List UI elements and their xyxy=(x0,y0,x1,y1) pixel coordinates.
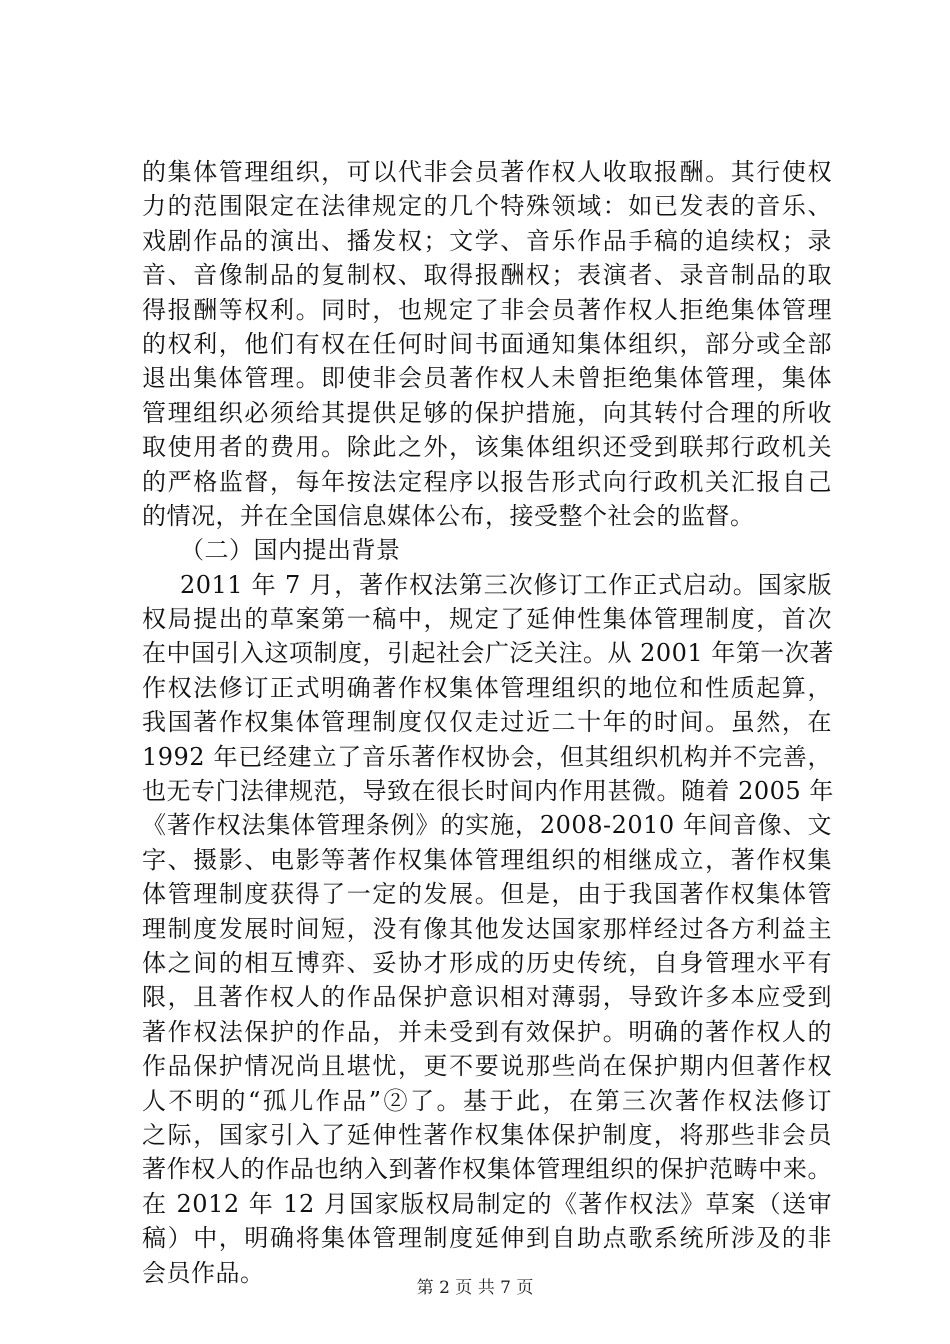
text-line: 我国著作权集体管理制度仅仅走过近二十年的时间。虽然，在 xyxy=(142,708,832,737)
page-number: 第 2 页 共 7 页 xyxy=(416,1278,534,1298)
text-line: 字、摄影、电影等著作权集体管理组织的相继成立，著作权集 xyxy=(142,845,832,874)
text-line: 体之间的相互博弈、妥协才形成的历史传统，自身管理水平有 xyxy=(142,948,832,977)
text-line: 在 2012 年 12 月国家版权局制定的《著作权法》草案（送审 xyxy=(142,1189,832,1218)
text-line: 得报酬等权利。同时，也规定了非会员著作权人拒绝集体管理 xyxy=(142,295,832,324)
text-line: 之际，国家引入了延伸性著作权集体保护制度，将那些非会员 xyxy=(142,1120,832,1149)
text-line: 稿）中，明确将集体管理制度延伸到自助点歌系统所涉及的非 xyxy=(142,1224,832,1253)
text-line: 管理组织必须给其提供足够的保护措施，向其转付合理的所收 xyxy=(142,398,832,427)
text-line: 的集体管理组织，可以代非会员著作权人收取报酬。其行使权 xyxy=(142,158,832,186)
text-line: 的严格监督，每年按法定程序以报告形式向行政机关汇报自己 xyxy=(142,467,832,496)
text-line: 1992 年已经建立了音乐著作权协会，但其组织机构并不完善， xyxy=(142,742,832,771)
text-line: 《著作权法集体管理条例》的实施，2008-2010 年间音像、文 xyxy=(142,811,832,840)
text-line: 理制度发展时间短，没有像其他发达国家那样经过各方利益主 xyxy=(142,914,832,943)
paragraph-domestic-background xyxy=(142,568,832,1290)
text-line: 戏剧作品的演出、播发权；文学、音乐作品手稿的追续权；录 xyxy=(142,226,832,255)
text-line: 的权利，他们有权在任何时间书面通知集体组织，部分或全部 xyxy=(142,329,832,358)
text-line: 退出集体管理。即使非会员著作权人未曾拒绝集体管理，集体 xyxy=(142,364,832,393)
text-line: 的情况，并在全国信息媒体公布，接受整个社会的监督。 xyxy=(142,501,755,530)
text-line: 力的范围限定在法律规定的几个特殊领域：如已发表的音乐、 xyxy=(142,192,832,221)
page-footer xyxy=(0,1273,950,1298)
text-line: 著作权法保护的作品，并未受到有效保护。明确的著作权人的 xyxy=(142,1017,832,1046)
text-line: 体管理制度获得了一定的发展。但是，由于我国著作权集体管 xyxy=(142,880,832,909)
section-heading: （二）国内提出背景 xyxy=(180,536,401,565)
text-line: 取使用者的费用。除此之外，该集体组织还受到联邦行政机关 xyxy=(142,433,832,462)
text-line: 限，且著作权人的作品保护意识相对薄弱，导致许多本应受到 xyxy=(142,983,832,1012)
document-body xyxy=(142,155,832,1290)
text-line: 会员作品。 xyxy=(142,1258,265,1287)
text-line: 权局提出的草案第一稿中，规定了延伸性集体管理制度，首次 xyxy=(142,605,832,634)
text-line: 2011 年 7 月，著作权法第三次修订工作正式启动。国家版 xyxy=(180,570,832,599)
text-line: 在中国引入这项制度，引起社会广泛关注。从 2001 年第一次著 xyxy=(142,639,834,668)
text-line: 著作权人的作品也纳入到著作权集体管理组织的保护范畴中来。 xyxy=(142,1155,832,1184)
text-line: 也无专门法律规范，导致在很长时间内作用甚微。随着 2005 年 xyxy=(142,777,834,806)
text-line: 作品保护情况尚且堪忧，更不要说那些尚在保护期内但著作权 xyxy=(142,1052,832,1081)
paragraph-collective-management xyxy=(142,155,832,533)
text-line: 作权法修订正式明确著作权集体管理组织的地位和性质起算， xyxy=(142,673,832,702)
text-line: 音、音像制品的复制权、取得报酬权；表演者、录音制品的取 xyxy=(142,261,832,290)
text-line: 人不明的“孤儿作品”②了。基于此，在第三次著作权法修订 xyxy=(142,1086,832,1115)
